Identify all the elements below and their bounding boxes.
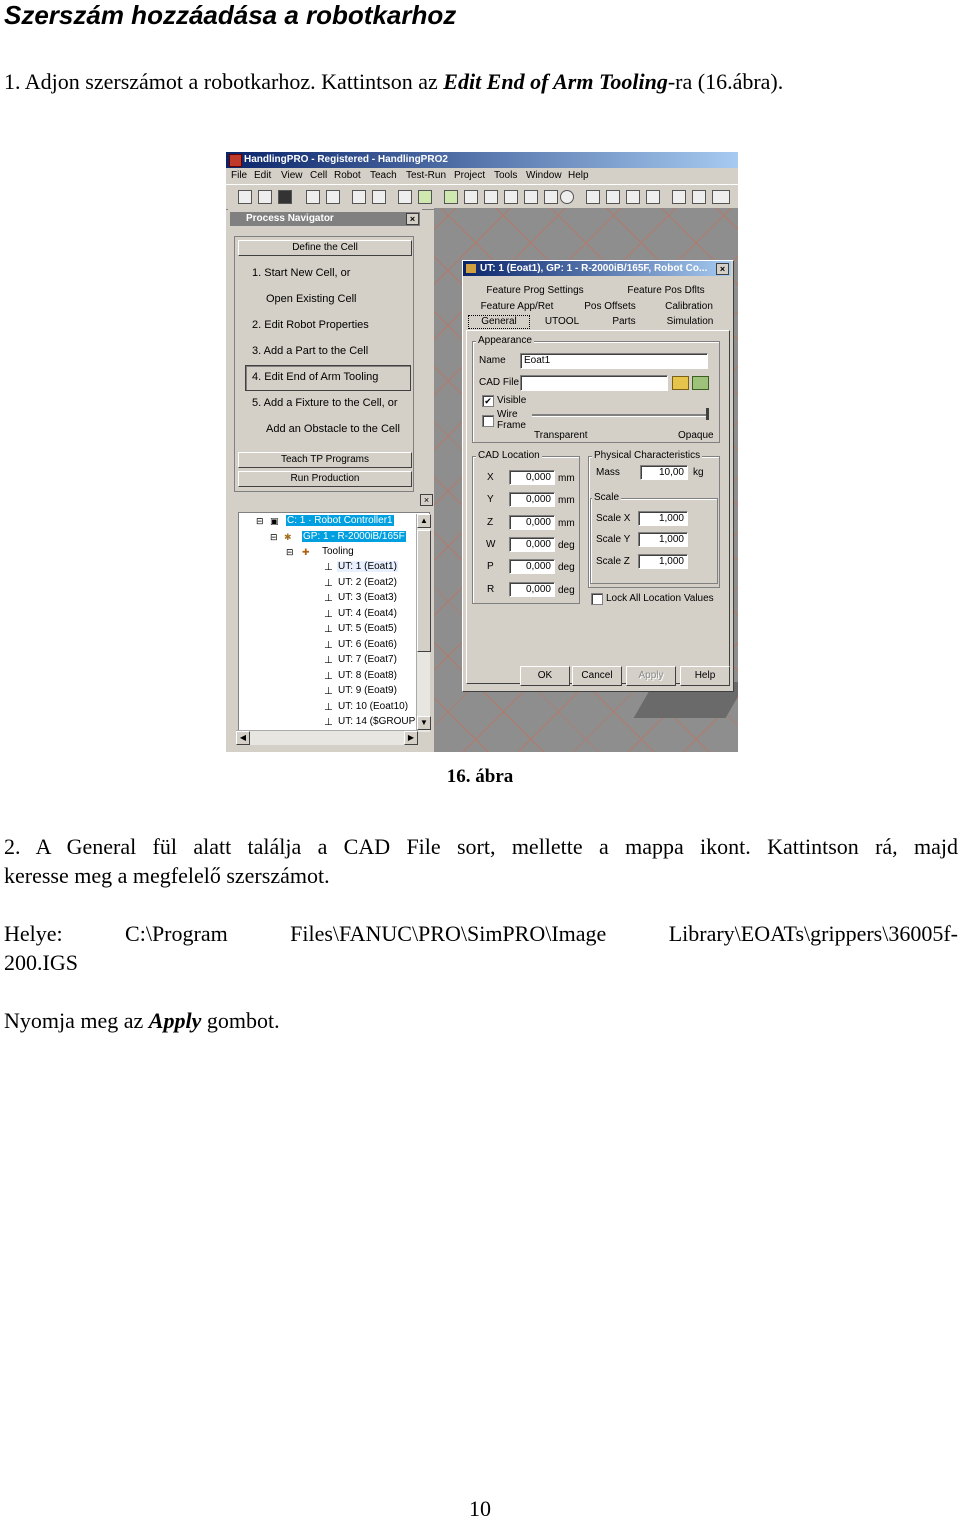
tree-tool-8[interactable]: UT: 8 (Eoat8)	[338, 670, 397, 681]
open-icon[interactable]	[258, 190, 272, 204]
tree-tool-4[interactable]: UT: 4 (Eoat4)	[338, 608, 397, 619]
tree-tool-2[interactable]: UT: 2 (Eoat2)	[338, 577, 397, 588]
teach-tp-programs-button[interactable]: Teach TP Programs	[238, 452, 412, 468]
tree-tooling[interactable]: Tooling	[322, 546, 354, 557]
visible-label: Visible	[497, 395, 527, 406]
cut-icon[interactable]	[672, 190, 686, 204]
loc-r-input[interactable]: 0,000	[509, 582, 555, 597]
app-window-title: HandlingPRO - Registered - HandlingPRO2	[244, 154, 448, 165]
tool-icon: ⊥	[324, 671, 333, 682]
tool-icon: ⊥	[324, 578, 333, 589]
apply-suffix: gombot.	[201, 1008, 280, 1033]
menu-robot[interactable]: Robot	[334, 170, 361, 181]
tree-controller[interactable]: C: 1 · Robot Controller1	[287, 515, 393, 526]
tree-vertical-scrollbar[interactable]	[416, 514, 430, 732]
close-icon[interactable]: ×	[716, 263, 729, 275]
robot-group-icon: ✱	[284, 532, 292, 542]
loc-p-label: P	[487, 561, 494, 572]
teach-icon[interactable]	[418, 190, 432, 204]
define-cell-button[interactable]: Define the Cell	[238, 240, 412, 256]
menu-edit[interactable]: Edit	[254, 170, 272, 181]
scale-z-label: Scale Z	[596, 556, 630, 567]
menu-cell[interactable]: Cell	[310, 170, 328, 181]
cad-browse-icon[interactable]	[692, 376, 709, 390]
location-line-2: 200.IGS	[4, 950, 78, 975]
app-logo-icon	[229, 154, 242, 167]
scale-x-input[interactable]: 1,000	[638, 511, 688, 526]
process-navigator-titlebar	[230, 212, 420, 226]
tree-tool-10[interactable]: UT: 10 (Eoat10)	[338, 701, 409, 712]
menu-file[interactable]: File	[231, 170, 248, 181]
menu-tools[interactable]: Tools	[494, 170, 518, 181]
tree-tool-6[interactable]: UT: 6 (Eoat6)	[338, 639, 397, 650]
apply-instruction	[4, 1006, 280, 1035]
tool-icon: ⊥	[324, 655, 333, 666]
tree-tool-7[interactable]: UT: 7 (Eoat7)	[338, 654, 397, 665]
dialog-icon	[466, 264, 476, 273]
wire-label: Wire	[497, 409, 518, 420]
cad-location-label: CAD Location	[478, 450, 540, 461]
loc-x-unit: mm	[558, 473, 575, 484]
apply-emphasis: Apply	[148, 1008, 202, 1033]
loc-r-label: R	[487, 584, 495, 595]
mass-input[interactable]: 10,00	[640, 465, 688, 480]
rotate-icon[interactable]	[504, 190, 518, 204]
process-navigator-title: Process Navigator	[246, 213, 334, 224]
physical-characteristics-label: Physical Characteristics	[594, 450, 701, 461]
run-icon[interactable]	[398, 190, 412, 204]
view-icon[interactable]	[626, 190, 640, 204]
loc-z-unit: mm	[558, 518, 575, 529]
tab-parts[interactable]: Parts	[612, 316, 636, 327]
menu-teach[interactable]: Teach	[370, 170, 397, 181]
menu-view[interactable]: View	[281, 170, 303, 181]
visible-checkbox[interactable]: ✔	[482, 395, 494, 407]
help-button[interactable]: Help	[680, 666, 730, 686]
scale-z-input[interactable]: 1,000	[638, 554, 688, 569]
mass-unit: kg	[693, 467, 704, 478]
scale-x-label: Scale X	[596, 513, 631, 524]
mass-label: Mass	[596, 467, 620, 478]
page-heading: Szerszám hozzáadása a robotkarhoz	[4, 0, 457, 30]
tree-tool-14[interactable]: UT: 14 ($GROUP	[338, 716, 416, 727]
step-1-suffix: -ra (16.ábra).	[667, 69, 784, 94]
apply-button[interactable]: Apply	[626, 666, 676, 686]
nav-start-new-cell[interactable]: 1. Start New Cell, or	[252, 267, 351, 279]
cad-file-input[interactable]	[520, 375, 668, 391]
loc-w-label: W	[486, 539, 496, 550]
tool-icon[interactable]	[586, 190, 600, 204]
step-1-emphasis: Edit End of Arm Tooling	[443, 69, 668, 94]
tab-calibration[interactable]: Calibration	[665, 301, 713, 312]
wire-frame-checkbox[interactable]	[482, 415, 494, 427]
appearance-label: Appearance	[478, 335, 532, 346]
scale-label: Scale	[594, 492, 620, 503]
frame-label: Frame	[497, 420, 526, 431]
tool-icon: ⊥	[324, 702, 333, 713]
menu-project[interactable]: Project	[454, 170, 486, 181]
cell-tree	[238, 512, 430, 732]
tool-icon: ⊥	[324, 640, 333, 651]
scroll-down-icon[interactable]: ▼	[417, 716, 431, 730]
save-icon[interactable]	[278, 190, 292, 204]
transparent-label: Transparent	[534, 430, 588, 441]
tooling-icon: ✚	[302, 547, 310, 557]
loc-y-unit: mm	[558, 495, 575, 506]
lock-location-label: Lock All Location Values	[606, 593, 714, 604]
tree-tool-1[interactable]: UT: 1 (Eoat1)	[338, 561, 397, 572]
menu-help[interactable]: Help	[568, 170, 589, 181]
nav-add-obstacle[interactable]: Add an Obstacle to the Cell	[266, 423, 400, 435]
loc-y-label: Y	[487, 494, 494, 505]
scroll-left-icon[interactable]: ◀	[236, 731, 250, 745]
tree-horizontal-scrollbar[interactable]	[236, 730, 418, 745]
tree-tool-5[interactable]: UT: 5 (Eoat5)	[338, 623, 397, 634]
cancel-button[interactable]: Cancel	[572, 666, 622, 686]
wire-frame-label	[497, 409, 526, 431]
close-icon[interactable]: ×	[406, 213, 419, 225]
location-line-1: Helye: C:\Program Files\FANUC\PRO\SimPRO\Image Library\EOATs\grippers\36005f-	[4, 921, 958, 946]
settings-icon[interactable]	[692, 190, 706, 204]
ok-button[interactable]: OK	[520, 666, 570, 686]
folder-icon[interactable]	[672, 376, 689, 390]
loc-p-input[interactable]: 0,000	[509, 559, 555, 574]
expand-icon[interactable]: ⊟	[256, 516, 264, 526]
pan-icon[interactable]	[524, 190, 538, 204]
nav-add-fixture[interactable]: 5. Add a Fixture to the Cell, or	[252, 397, 398, 409]
zoom-icon[interactable]	[372, 190, 386, 204]
new-icon[interactable]	[238, 190, 252, 204]
app-titlebar	[226, 152, 738, 168]
camera-icon[interactable]	[484, 190, 498, 204]
close-icon[interactable]: ×	[420, 494, 433, 506]
dialog-title: UT: 1 (Eoat1), GP: 1 - R-2000iB/165F, Robot Co...	[480, 263, 708, 274]
pointer-icon[interactable]	[646, 190, 660, 204]
apply-prefix: Nyomja meg az	[4, 1008, 149, 1033]
nav-edit-robot-properties[interactable]: 2. Edit Robot Properties	[252, 319, 369, 331]
opaque-label: Opaque	[678, 430, 714, 441]
target-icon[interactable]	[560, 190, 574, 204]
scroll-up-icon[interactable]: ▲	[417, 514, 431, 528]
step-2-line-2: keresse meg a megfelelő szerszámot.	[4, 863, 330, 888]
scroll-right-icon[interactable]: ▶	[404, 731, 418, 745]
tree-robot-group[interactable]: GP: 1 - R-2000iB/165F	[303, 531, 405, 542]
nav-add-part[interactable]: 3. Add a Part to the Cell	[252, 345, 369, 357]
loc-r-unit: deg	[558, 585, 575, 596]
loc-w-unit: deg	[558, 540, 575, 551]
redo-icon[interactable]	[326, 190, 340, 204]
menu-bar	[226, 168, 738, 184]
loc-w-input[interactable]: 0,000	[509, 537, 555, 552]
tab-utool[interactable]: UTOOL	[544, 316, 580, 327]
tool-icon: ⊥	[324, 686, 333, 697]
tree-tool-9[interactable]: UT: 9 (Eoat9)	[338, 685, 397, 696]
gripper-icon[interactable]	[606, 190, 620, 204]
loc-x-input[interactable]: 0,000	[509, 470, 555, 485]
menu-window[interactable]: Window	[526, 170, 562, 181]
loc-y-input[interactable]: 0,000	[509, 492, 555, 507]
menu-test-run[interactable]: Test-Run	[406, 170, 447, 181]
loc-p-unit: deg	[558, 562, 575, 573]
dialog-titlebar	[463, 261, 731, 276]
tab-pos-offsets[interactable]: Pos Offsets	[584, 301, 636, 312]
name-label: Name	[479, 355, 506, 366]
scale-y-label: Scale Y	[596, 534, 631, 545]
cad-file-label: CAD File	[479, 377, 520, 388]
robot-icon[interactable]	[464, 190, 478, 204]
run-production-button[interactable]: Run Production	[238, 471, 412, 487]
figure-screenshot	[226, 152, 738, 752]
loc-z-label: Z	[487, 517, 494, 528]
tab-simulation[interactable]: Simulation	[666, 316, 714, 327]
expand-icon[interactable]: ⊟	[286, 547, 294, 557]
controller-icon: ▣	[270, 516, 279, 526]
tree-tool-3[interactable]: UT: 3 (Eoat3)	[338, 592, 397, 603]
tool-icon: ⊥	[324, 562, 333, 573]
step-2-line-1: 2. A General fül alatt találja a CAD File sort, mellette a mappa ikont. Kattintson rá, majd	[4, 834, 958, 859]
tool-icon: ⊥	[324, 717, 333, 728]
keyboard-icon[interactable]	[712, 190, 730, 204]
tab-feature-app-ret[interactable]: Feature App/Ret	[480, 301, 554, 312]
transparency-slider[interactable]	[532, 414, 708, 417]
tab-feature-prog-settings[interactable]: Feature Prog Settings	[486, 285, 584, 296]
expand-icon[interactable]: ⊟	[270, 532, 278, 542]
scroll-thumb[interactable]	[417, 530, 431, 652]
step-1-prefix: 1. Adjon szerszámot a robotkarhoz. Kattintson az	[4, 69, 444, 94]
grid-icon[interactable]	[352, 190, 366, 204]
tool-icon: ⊥	[324, 609, 333, 620]
lock-location-checkbox[interactable]	[591, 593, 603, 605]
toolbar	[226, 184, 738, 210]
measure-icon[interactable]	[544, 190, 558, 204]
nav-open-existing-cell[interactable]: Open Existing Cell	[266, 293, 357, 305]
tool-icon: ⊥	[324, 593, 333, 604]
record-icon[interactable]	[444, 190, 458, 204]
loc-x-label: X	[487, 472, 494, 483]
figure-caption: 16. ábra	[446, 766, 514, 787]
name-input[interactable]: Eoat1	[520, 353, 708, 369]
tab-feature-pos-dflts[interactable]: Feature Pos Dflts	[627, 285, 705, 296]
page-number: 10	[469, 1496, 491, 1521]
loc-z-input[interactable]: 0,000	[509, 515, 555, 530]
scale-y-input[interactable]: 1,000	[638, 532, 688, 547]
undo-icon[interactable]	[306, 190, 320, 204]
step-1-paragraph	[4, 67, 783, 96]
transparency-slider-thumb[interactable]	[706, 408, 709, 420]
tab-general[interactable]: General	[468, 315, 530, 329]
nav-edit-end-of-arm-tooling[interactable]: 4. Edit End of Arm Tooling	[252, 371, 379, 383]
tool-icon: ⊥	[324, 624, 333, 635]
